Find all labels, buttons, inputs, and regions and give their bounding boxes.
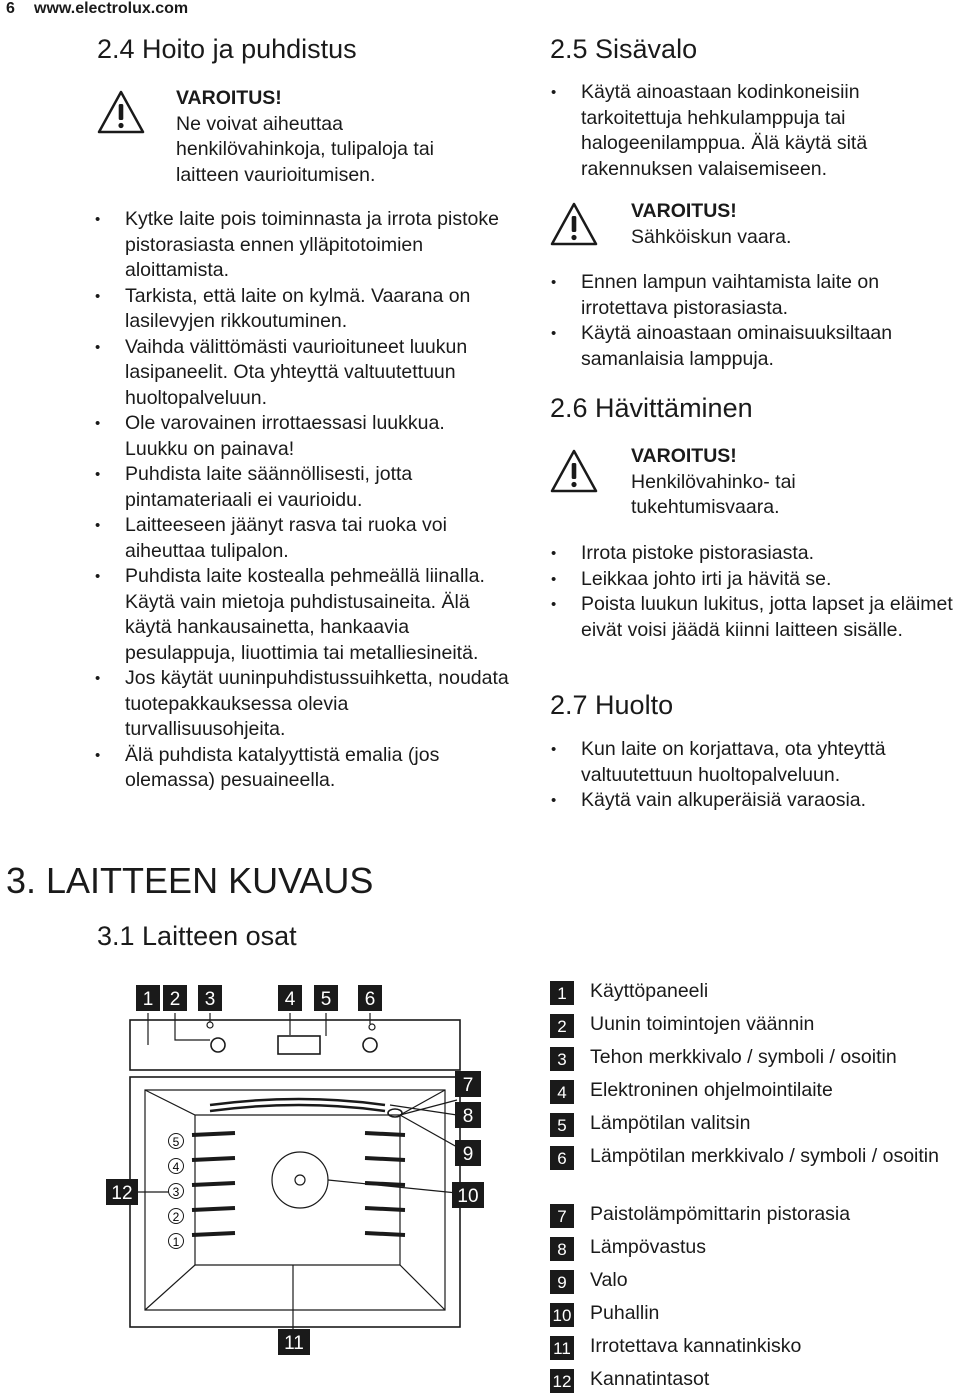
section-2-7-heading: 2.7 Huolto	[550, 690, 674, 720]
list-item: • Kytke laite pois toiminnasta ja irrota pistoke pistorasiasta ennen ylläpitotoimien aloittamista.	[92, 207, 510, 284]
disposal-list	[548, 541, 960, 643]
list-item: • Käytä ainoastaan kodinkoneisiin tarkoitettuja hehkulamppuja tai halogeenilamppua. Älä käytä sitä rakennuksen valaisemiseen.	[548, 80, 893, 182]
legend-row	[550, 1202, 960, 1228]
temperature-indicator	[369, 1024, 375, 1030]
legend-row	[550, 1012, 960, 1038]
legend-number: 3	[550, 1047, 574, 1071]
legend-label: Elektroninen ohjelmointilaite	[590, 1079, 833, 1101]
legend-label: Puhallin	[590, 1302, 660, 1324]
section-2-5-heading: 2.5 Sisävalo	[550, 34, 698, 64]
legend-label: Lämpötilan merkkivalo / symboli / osoitin	[590, 1145, 939, 1167]
callout-9: 9	[462, 1144, 474, 1165]
list-item: • Puhdista laite säännöllisesti, jotta pintamateriaali ei vaurioidu.	[92, 462, 510, 513]
legend-row	[550, 979, 960, 1005]
list-item: • Älä puhdista katalyyttistä emalia (jos olemassa) pesuaineella.	[92, 743, 510, 794]
warning-block	[631, 199, 931, 250]
list-item: • Poista luukun lukitus, jotta lapset ja eläimet eivät voisi jäädä kiinni laitteen sisälle.	[548, 592, 960, 643]
list-item: • Kun laite on korjattava, ota yhteyttä valtuutettuun huoltopalveluun.	[548, 737, 948, 788]
legend-label: Lämpötilan valitsin	[590, 1112, 751, 1134]
callout-8: 8	[462, 1106, 474, 1127]
callout-2: 2	[169, 989, 181, 1010]
warning-title: VAROITUS!	[631, 200, 737, 222]
legend-row	[550, 1367, 960, 1393]
callout-4: 4	[284, 989, 296, 1010]
legend-number: 1	[550, 981, 574, 1005]
shelf-level-labels	[169, 1134, 184, 1250]
warning-title: VAROITUS!	[631, 445, 737, 467]
temperature-knob	[363, 1038, 377, 1052]
list-item: • Irrota pistoke pistorasiasta.	[548, 541, 960, 567]
legend-row	[550, 1144, 960, 1170]
legend-number: 12	[550, 1369, 574, 1393]
list-item: • Ennen lampun vaihtamista laite on irrotettava pistorasiasta.	[548, 270, 948, 321]
service-list	[548, 737, 948, 814]
fan	[272, 1152, 328, 1208]
list-item: • Vaihda välittömästi vaurioituneet luukun lasipaneelit. Ota yhteyttä valtuutettuun huoltopalveluun.	[92, 335, 510, 412]
oven-diagram	[100, 965, 530, 1365]
shelf-level-5: 5	[172, 1135, 180, 1149]
shelf-level-4: 4	[172, 1160, 180, 1174]
section-3-heading: 3. LAITTEEN KUVAUS	[6, 860, 374, 901]
legend-label: Paistolämpömittarin pistorasia	[590, 1203, 851, 1225]
legend-label: Uunin toimintojen väännin	[590, 1013, 815, 1035]
power-indicator	[207, 1022, 213, 1028]
callout-3: 3	[204, 989, 216, 1010]
legend-row	[550, 1268, 960, 1294]
section-2-4-heading: 2.4 Hoito ja puhdistus	[97, 34, 357, 64]
legend-label: Valo	[590, 1269, 628, 1291]
legend-row	[550, 1334, 960, 1360]
legend-number: 8	[550, 1237, 574, 1261]
shelf-level-1: 1	[172, 1235, 180, 1249]
legend-number: 4	[550, 1080, 574, 1104]
interior-light-list-2	[548, 270, 948, 372]
callout-1: 1	[142, 989, 154, 1010]
callout-10: 10	[457, 1186, 479, 1207]
list-item: • Puhdista laite kostealla pehmeällä liinalla. Käytä vain mietoja puhdistusaineita. Älä käytä hankausainetta, hankaavia pesulappuja, liuottimia tai metalliesineitä.	[92, 564, 510, 666]
control-panel-outline	[130, 1020, 460, 1070]
website-url: www.electrolux.com	[34, 0, 189, 17]
legend-number: 6	[550, 1146, 574, 1170]
list-item: • Laitteeseen jäänyt rasva tai ruoka voi aiheuttaa tulipalon.	[92, 513, 510, 564]
warning-block	[631, 444, 891, 521]
programmer-display	[278, 1036, 320, 1054]
legend-number: 11	[550, 1336, 574, 1360]
warning-icon	[550, 202, 598, 246]
legend-number: 9	[550, 1270, 574, 1294]
legend-number: 10	[550, 1303, 574, 1327]
function-knob	[211, 1038, 225, 1052]
list-item: • Jos käytät uuninpuhdistussuihketta, noudata tuotepakkauksessa olevia turvallisuusohjeita.	[92, 666, 510, 743]
legend-number: 2	[550, 1014, 574, 1038]
care-cleaning-list	[92, 207, 510, 794]
list-item: • Käytä ainoastaan ominaisuuksiltaan samanlaisia lamppuja.	[548, 321, 948, 372]
list-item: • Ole varovainen irrottaessasi luukkua. Luukku on painava!	[92, 411, 510, 462]
callout-6: 6	[364, 989, 376, 1010]
legend-label: Käyttöpaneeli	[590, 980, 709, 1002]
shelf-level-2: 2	[172, 1210, 180, 1224]
legend-row	[550, 1078, 960, 1104]
warning-icon	[550, 449, 598, 493]
warning-icon	[97, 90, 145, 134]
shelf-level-3: 3	[172, 1185, 180, 1199]
interior-light-list	[548, 80, 893, 182]
legend-label: Lämpövastus	[590, 1236, 706, 1258]
legend-row	[550, 1045, 960, 1071]
legend-row	[550, 1301, 960, 1327]
list-item: • Käytä vain alkuperäisiä varaosia.	[548, 788, 948, 814]
warning-title: VAROITUS!	[176, 87, 282, 109]
callout-7: 7	[462, 1075, 474, 1096]
warning-text: Ne voivat aiheuttaa henkilövahinkoja, tulipaloja tai laitteen vaurioitumisen.	[176, 112, 435, 186]
legend-row	[550, 1235, 960, 1261]
page-number: 6	[6, 0, 15, 17]
callout-11: 11	[284, 1333, 304, 1354]
section-2-6-heading: 2.6 Hävittäminen	[550, 393, 753, 423]
callout-5: 5	[320, 989, 332, 1010]
legend-number: 7	[550, 1204, 574, 1228]
warning-block	[176, 86, 476, 188]
legend-row	[550, 1111, 960, 1137]
lamp	[388, 1109, 402, 1117]
list-item: • Tarkista, että laite on kylmä. Vaarana on lasilevyjen rikkoutuminen.	[92, 284, 510, 335]
callout-12: 12	[111, 1183, 133, 1204]
section-3-1-heading: 3.1 Laitteen osat	[97, 921, 297, 951]
warning-text: Sähköiskun vaara.	[631, 225, 792, 248]
warning-text: Henkilövahinko- tai tukehtumisvaara.	[631, 470, 796, 518]
list-item: • Leikkaa johto irti ja hävitä se.	[548, 567, 960, 593]
legend-label: Irrotettava kannatinkisko	[590, 1335, 802, 1357]
diagram-callouts	[106, 985, 484, 1355]
legend-label: Kannatintasot	[590, 1368, 710, 1390]
legend-label: Tehon merkkivalo / symboli / osoitin	[590, 1046, 897, 1068]
legend-number: 5	[550, 1113, 574, 1137]
left-shelf-rails	[192, 1133, 235, 1235]
